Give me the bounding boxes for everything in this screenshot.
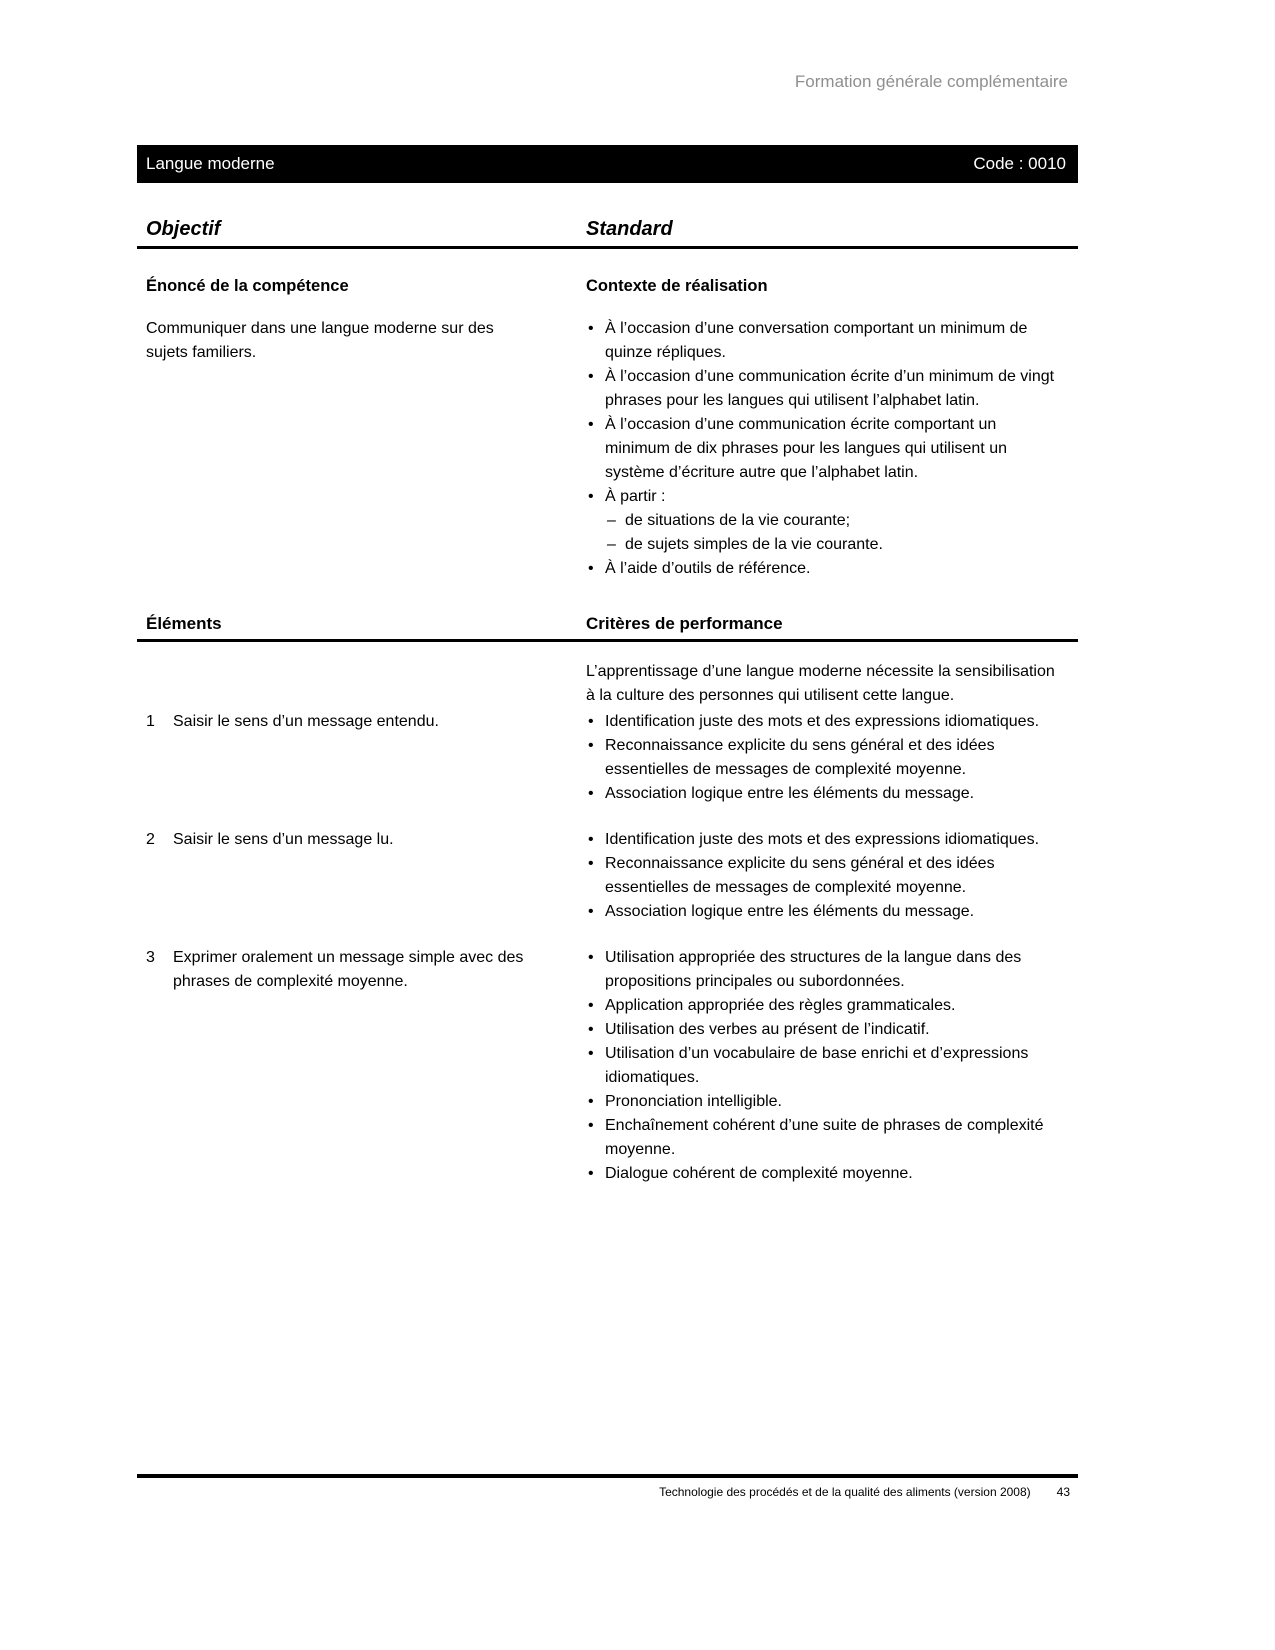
- bullet-item: [586, 734, 1064, 782]
- element-rows: [137, 710, 1078, 1186]
- bullet-item: [586, 900, 1064, 924]
- contexte-heading: Contexte de réalisation: [586, 277, 768, 295]
- bullet-item: [586, 1090, 1064, 1114]
- criteria-list: [586, 946, 1064, 1186]
- bullet-item: [586, 710, 1064, 734]
- criteres-header: Critères de performance: [586, 614, 783, 633]
- bullet-text: Identification juste des mots et des expressions idiomatiques.: [605, 831, 1040, 848]
- section2-rule: [137, 639, 1078, 642]
- element-number: 2: [146, 831, 155, 848]
- dash-list: [605, 509, 1064, 557]
- bullet-item: [586, 1114, 1064, 1162]
- course-title: Langue moderne: [146, 154, 275, 173]
- bullet-text: Identification juste des mots et des expressions idiomatiques.: [605, 713, 1040, 730]
- bullet-item: [586, 782, 1064, 806]
- element-number: 1: [146, 713, 155, 730]
- bullet-text: Reconnaissance explicite du sens général et des idées essentielles de messages de complexité moyenne.: [605, 855, 995, 896]
- title-bar: [137, 145, 1078, 183]
- criteria-list: [586, 710, 1064, 806]
- dash-item: – de sujets simples de la vie courante.: [605, 533, 1064, 557]
- footer-text: Technologie des procédés et de la qualité des aliments (version 2008): [659, 1485, 1031, 1499]
- page-content: [137, 0, 1078, 1499]
- bullet-item: [586, 557, 1064, 581]
- footer-rule: [137, 1474, 1078, 1478]
- bullet-text: À l’aide d’outils de référence.: [605, 560, 811, 577]
- bullet-item: [586, 946, 1064, 994]
- bullet-text: Utilisation des verbes au présent de l’indicatif.: [605, 1021, 930, 1038]
- course-code: Code : 0010: [973, 154, 1066, 173]
- section2-headers: [137, 614, 1078, 634]
- element-text: Saisir le sens d’un message entendu.: [173, 713, 439, 730]
- bullet-item: [586, 317, 1064, 365]
- bullet-item: [586, 413, 1064, 485]
- element-text: Saisir le sens d’un message lu.: [173, 831, 394, 848]
- standard-header: Standard: [586, 218, 673, 240]
- bullet-text: Association logique entre les éléments du message.: [605, 785, 975, 802]
- context-list: [586, 317, 1064, 581]
- section1-rule: [137, 246, 1078, 249]
- bullet-item: [586, 852, 1064, 900]
- bullet-text: Enchaînement cohérent d’une suite de phrases de complexité moyenne.: [605, 1117, 1044, 1158]
- bullet-text: À partir :: [605, 488, 666, 505]
- elements-header: Éléments: [146, 614, 222, 633]
- bullet-item: [586, 485, 1064, 557]
- section1-headers: [137, 218, 1078, 241]
- bullet-item: [586, 1018, 1064, 1042]
- section1-body: [137, 276, 1078, 581]
- page-footer: [137, 1474, 1078, 1499]
- bullet-text: Association logique entre les éléments du message.: [605, 903, 975, 920]
- bullet-text: Utilisation d’un vocabulaire de base enrichi et d’expressions idiomatiques.: [605, 1045, 1029, 1086]
- criteria-intro-block: [137, 660, 1078, 708]
- bullet-item: [586, 365, 1064, 413]
- bullet-item: [586, 1042, 1064, 1090]
- running-header: Formation générale complémentaire: [794, 72, 1068, 91]
- criteria-list: [586, 828, 1064, 924]
- bullet-text: Reconnaissance explicite du sens général et des idées essentielles de messages de complexité moyenne.: [605, 737, 995, 778]
- bullet-text: À l’occasion d’une communication écrite comportant un minimum de dix phrases pour les langues qui utilisent un système d’écriture autre que l’alphabet latin.: [605, 416, 1007, 481]
- bullet-text: À l’occasion d’une communication écrite d’un minimum de vingt phrases pour les langues qui utilisent l’alphabet latin.: [605, 368, 1055, 409]
- bullet-item: [586, 828, 1064, 852]
- bullet-item: [586, 1162, 1064, 1186]
- element-number: 3: [146, 949, 155, 966]
- objectif-header: Objectif: [146, 218, 221, 240]
- bullet-text: Utilisation appropriée des structures de la langue dans des propositions principales ou subordonnées.: [605, 949, 1022, 990]
- bullet-text: À l’occasion d’une conversation comportant un minimum de quinze répliques.: [605, 320, 1028, 361]
- bullet-text: Application appropriée des règles grammaticales.: [605, 997, 956, 1014]
- competence-statement: Communiquer dans une langue moderne sur des sujets familiers.: [146, 320, 494, 361]
- dash-item: – de situations de la vie courante;: [605, 509, 1064, 533]
- element-row: [137, 946, 1078, 1186]
- element-row: [137, 828, 1078, 924]
- criteria-intro: L’apprentissage d’une langue moderne nécessite la sensibilisation à la culture des personnes qui utilisent cette langue.: [586, 663, 1055, 704]
- bullet-text: Prononciation intelligible.: [605, 1093, 782, 1110]
- bullet-text: Dialogue cohérent de complexité moyenne.: [605, 1165, 913, 1182]
- page-number: 43: [1056, 1485, 1070, 1499]
- element-text: Exprimer oralement un message simple avec des phrases de complexité moyenne.: [173, 949, 524, 990]
- element-row: [137, 710, 1078, 806]
- bullet-item: [586, 994, 1064, 1018]
- enonce-heading: Énoncé de la compétence: [146, 277, 349, 295]
